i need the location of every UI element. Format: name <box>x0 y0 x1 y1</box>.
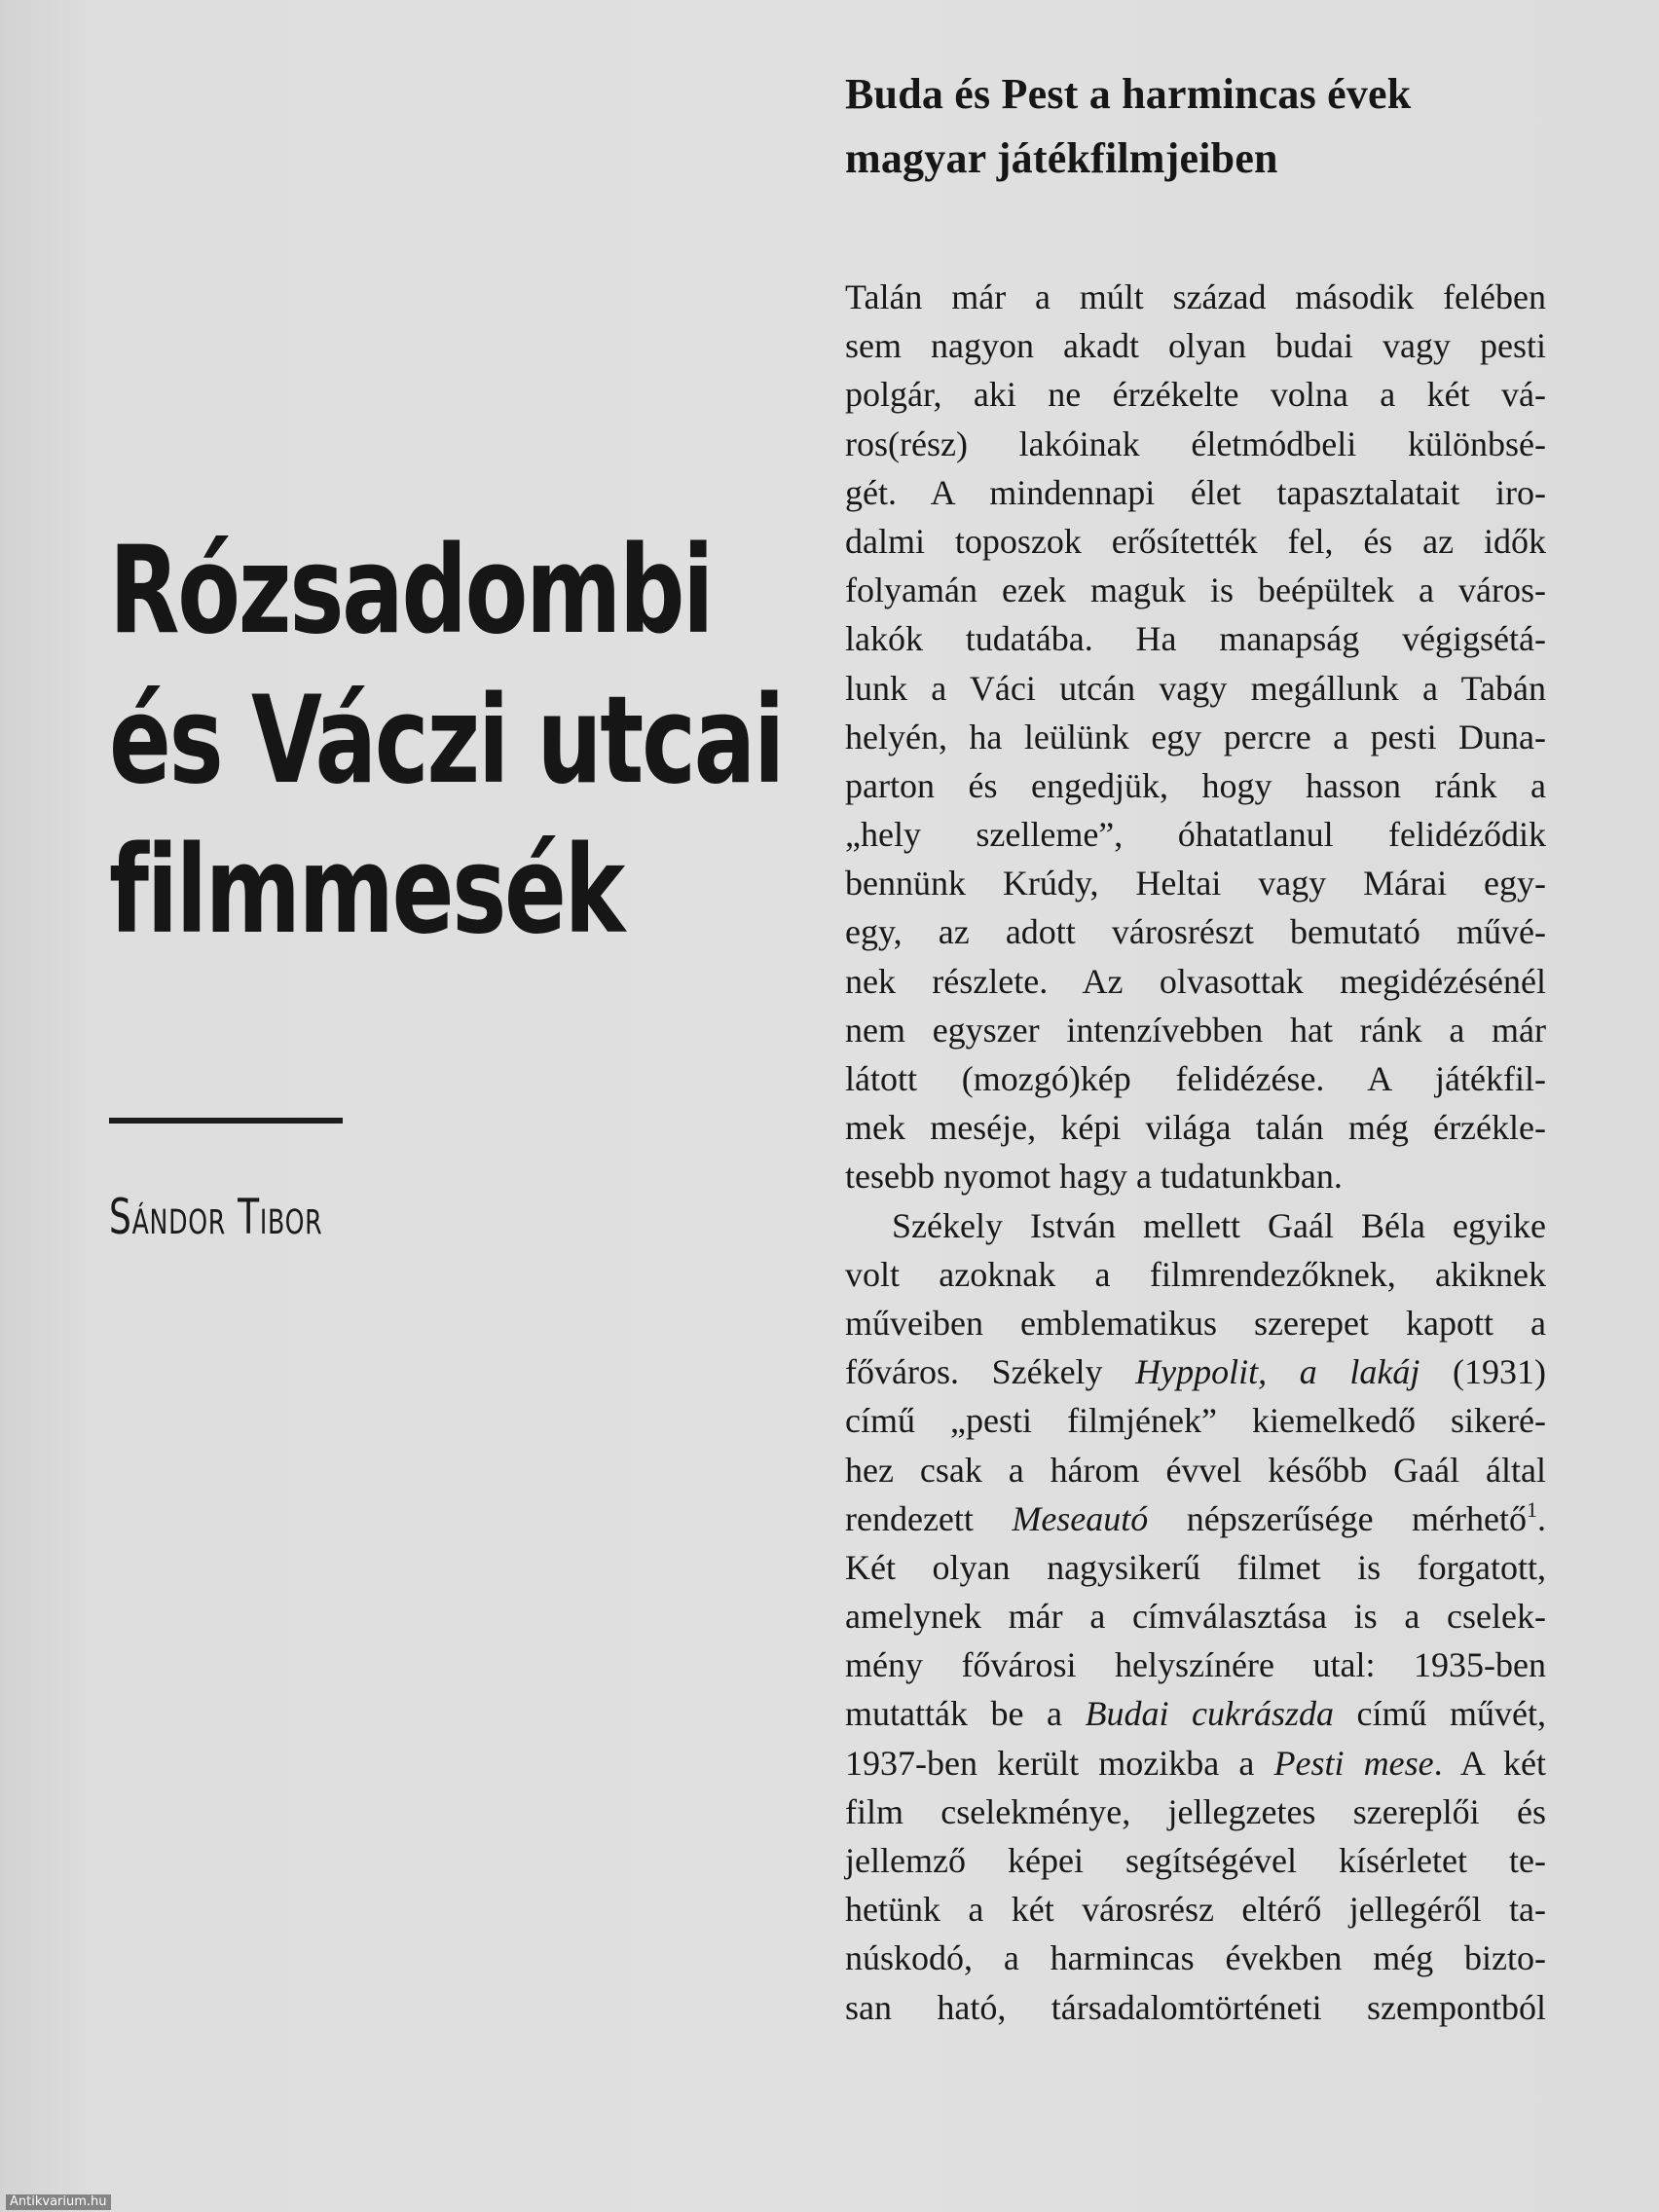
body-line: polgár, aki ne érzékelte volna a két vá- <box>845 375 1546 415</box>
body-line: dalmi toposzok erősítették fel, és az idők <box>845 521 1546 561</box>
title-line: és Váczi utcai <box>109 671 784 811</box>
body-line: tesebb nyomot hagy a tudatunkban. <box>845 1157 1343 1197</box>
body-line: nek részlete. Az olvasottak megidézésénél <box>845 961 1546 1001</box>
body-line <box>845 1347 1546 1396</box>
body-line: lakók tudatába. Ha manapság végigsétá- <box>845 619 1546 659</box>
title-line: Rózsadombi <box>109 521 713 661</box>
body-line: ros(rész) lakóinak életmódbeli különbsé- <box>845 424 1546 463</box>
body-line: mek meséje, képi világa talán még érzékle- <box>845 1108 1546 1148</box>
body-line: hetünk a két városrész eltérő jellegéről ta- <box>845 1890 1546 1930</box>
body-line: helyén, ha leülünk egy percre a pesti Duna- <box>845 717 1546 756</box>
subtitle-line: magyar játékfilmjeiben <box>845 134 1278 182</box>
article-title <box>109 516 820 966</box>
subtitle-block <box>845 62 1546 191</box>
body-line: Székely István mellett Gaál Béla egyike <box>892 1205 1546 1245</box>
body-text-run: 1937-ben került mozikba a <box>845 1743 1274 1783</box>
body-line: san ható, társadalomtörténeti szempontból <box>845 1987 1546 2027</box>
body-text-run: népszerűsége mérhető <box>1148 1498 1527 1538</box>
article-subtitle <box>845 62 1546 191</box>
watermark: Antikvarium.hu <box>6 2194 111 2210</box>
body-line: folyamán ezek maguk is beépültek a város- <box>845 571 1546 610</box>
body-text-run: . <box>1537 1498 1546 1538</box>
body-line: lunk a Váci utcán vagy megállunk a Tabán <box>845 668 1546 708</box>
body-line: hez csak a három évvel később Gaál által <box>845 1450 1546 1490</box>
body-line: film cselekménye, jellegzetes szereplői és <box>845 1791 1546 1831</box>
body-line: Talán már a múlt század második felében <box>845 277 1546 316</box>
author-name: Sándor Tibor <box>109 1189 323 1245</box>
article-body <box>845 273 1546 2032</box>
body-line: núskodó, a harmincas években még bizto- <box>845 1938 1546 1978</box>
body-line: című „pesti filmjének” kiemelkedő sikeré- <box>845 1401 1546 1441</box>
body-line <box>845 1739 1546 1788</box>
body-line: volt azoknak a filmrendezőknek, akiknek <box>845 1254 1546 1294</box>
body-line: jellemző képei segítségével kísérletet te- <box>845 1841 1546 1880</box>
body-line: bennünk Krúdy, Heltai vagy Márai egy- <box>845 864 1546 903</box>
body-line <box>845 1494 1546 1543</box>
body-text-run: főváros. Székely <box>845 1352 1136 1392</box>
body-text-run: című művét, <box>1333 1694 1546 1734</box>
title-block <box>109 516 810 966</box>
film-title: Budai cukrászda <box>1085 1694 1334 1734</box>
title-line: filmmesék <box>109 821 624 961</box>
body-line: mény fővárosi helyszínére utal: 1935-ben <box>845 1645 1546 1685</box>
body-text-run: . A két <box>1433 1743 1546 1783</box>
body-line: gét. A mindennapi élet tapasztalatait iro- <box>845 472 1546 512</box>
body-text-run: mutatták be a <box>845 1694 1086 1734</box>
body-line <box>845 1689 1546 1738</box>
body-line: amelynek már a címválasztása is a cselek- <box>845 1597 1546 1637</box>
title-divider <box>109 1118 343 1124</box>
body-line: „hely szelleme”, óhatatlanul felidéződik <box>845 815 1546 855</box>
film-title: Meseautó <box>1012 1498 1149 1538</box>
body-line: sem nagyon akadt olyan budai vagy pesti <box>845 326 1546 366</box>
body-line: Két olyan nagysikerű filmet is forgatott, <box>845 1547 1546 1587</box>
body-line: parton és engedjük, hogy hasson ránk a <box>845 765 1546 805</box>
footnote-marker: 1 <box>1527 1496 1537 1522</box>
body-line: egy, az adott városrészt bemutató művé- <box>845 912 1546 952</box>
film-title: Pesti mese <box>1273 1743 1434 1783</box>
body-text-run: (1931) <box>1419 1352 1546 1392</box>
film-title: Hyppolit, a lakáj <box>1135 1352 1420 1392</box>
body-line: nem egyszer intenzívebben hat ránk a már <box>845 1010 1546 1050</box>
body-text-run: rendezett <box>845 1498 1013 1538</box>
body-line: műveiben emblematikus szerepet kapott a <box>845 1303 1546 1343</box>
body-line: látott (mozgó)kép felidézése. A játékfil- <box>845 1059 1546 1098</box>
subtitle-line: Buda és Pest a harmincas évek <box>845 70 1412 118</box>
